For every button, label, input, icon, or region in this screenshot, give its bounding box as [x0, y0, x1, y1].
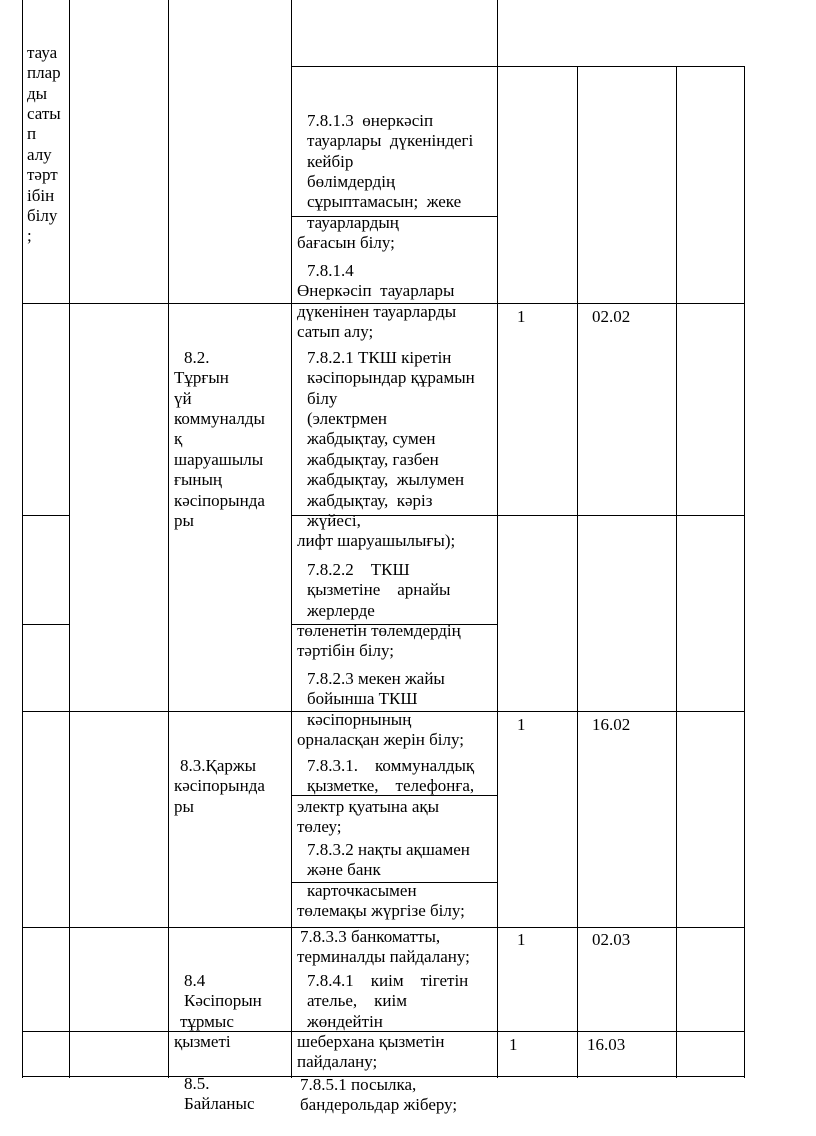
cell-hours: 1 — [517, 307, 526, 326]
cell-section-8-4: 8.4 Кәсіпорын тұрмыс қызметі — [174, 970, 262, 1052]
cell-hours: 1 — [517, 715, 526, 734]
row-divider — [291, 66, 745, 67]
cell-objective-7-8-2-2: 7.8.2.2 ТКШ қызметіне арнайы жерлерде төленетін төлемдердің тәртібін білу; — [297, 559, 461, 661]
cell-objective-7-8-3-1: 7.8.3.1. коммуналдық қызметке, телефонға, электр қуатына ақы төлеу; — [297, 755, 475, 837]
column-divider — [69, 0, 70, 1078]
cell-section-8-3: 8.3.Қаржы кәсіпорында ры — [174, 755, 265, 816]
row-divider — [22, 515, 69, 516]
cell-section-8-2: 8.2. Тұрғын үй коммуналды қ шаруашылы ғының кәсіпорында ры — [174, 347, 265, 531]
row-divider — [22, 624, 69, 625]
cell-objective-7-8-3-3: 7.8.3.3 банкоматты, терминалды пайдалану; — [297, 926, 470, 967]
cell-objective-7-8-4-1: 7.8.4.1 киім тігетін ателье, киім жөндейтін шеберхана қызметін пайдалану; — [297, 970, 469, 1072]
cell-objective-7-8-1-3: 7.8.1.3 өнеркәсіп тауарлары дүкеніндегі кейбір бөлімдердің сұрыптамасын; жеке тауарлардың бағасын білу; — [297, 110, 474, 253]
cell-date: 16.02 — [592, 715, 631, 734]
column-divider — [291, 0, 292, 1078]
cell-hours: 1 — [509, 1035, 518, 1054]
cell-objective-7-8-5-1: 7.8.5.1 посылка, бандерольдар жіберу; — [300, 1074, 458, 1115]
column-divider — [168, 0, 169, 1078]
cell-objective-7-8-2-1: 7.8.2.1 ТКШ кіретін кәсіпорындар құрамын білу (электрмен жабдықтау, сумен жабдықтау, газбен жабдықтау, жылумен жабдықтау, кәріз жүйесі, лифт шаруашылығы); — [297, 347, 475, 551]
column-divider — [497, 0, 498, 1078]
cell-col1-selling-order: тауа плар ды саты п алу тәрт ібін білу ; — [27, 42, 61, 246]
cell-objective-7-8-2-3: 7.8.2.3 мекен жайы бойынша ТКШ кәсіпорнының орналасқан жерін білу; — [297, 668, 465, 750]
cell-date: 16.03 — [587, 1035, 626, 1054]
table-border-left — [22, 0, 23, 1078]
cell-date: 02.02 — [592, 307, 631, 326]
cell-date: 02.03 — [592, 930, 631, 949]
cell-section-8-5: 8.5. Байланыс — [184, 1073, 255, 1114]
cell-objective-7-8-3-2: 7.8.3.2 нақты ақшамен және банк карточкасымен төлемақы жүргізе білу; — [297, 839, 470, 921]
cell-objective-7-8-1-4: 7.8.1.4 Өнеркәсіп тауарлары дүкенінен тауарларды сатып алу; — [297, 260, 457, 342]
cell-hours: 1 — [517, 930, 526, 949]
